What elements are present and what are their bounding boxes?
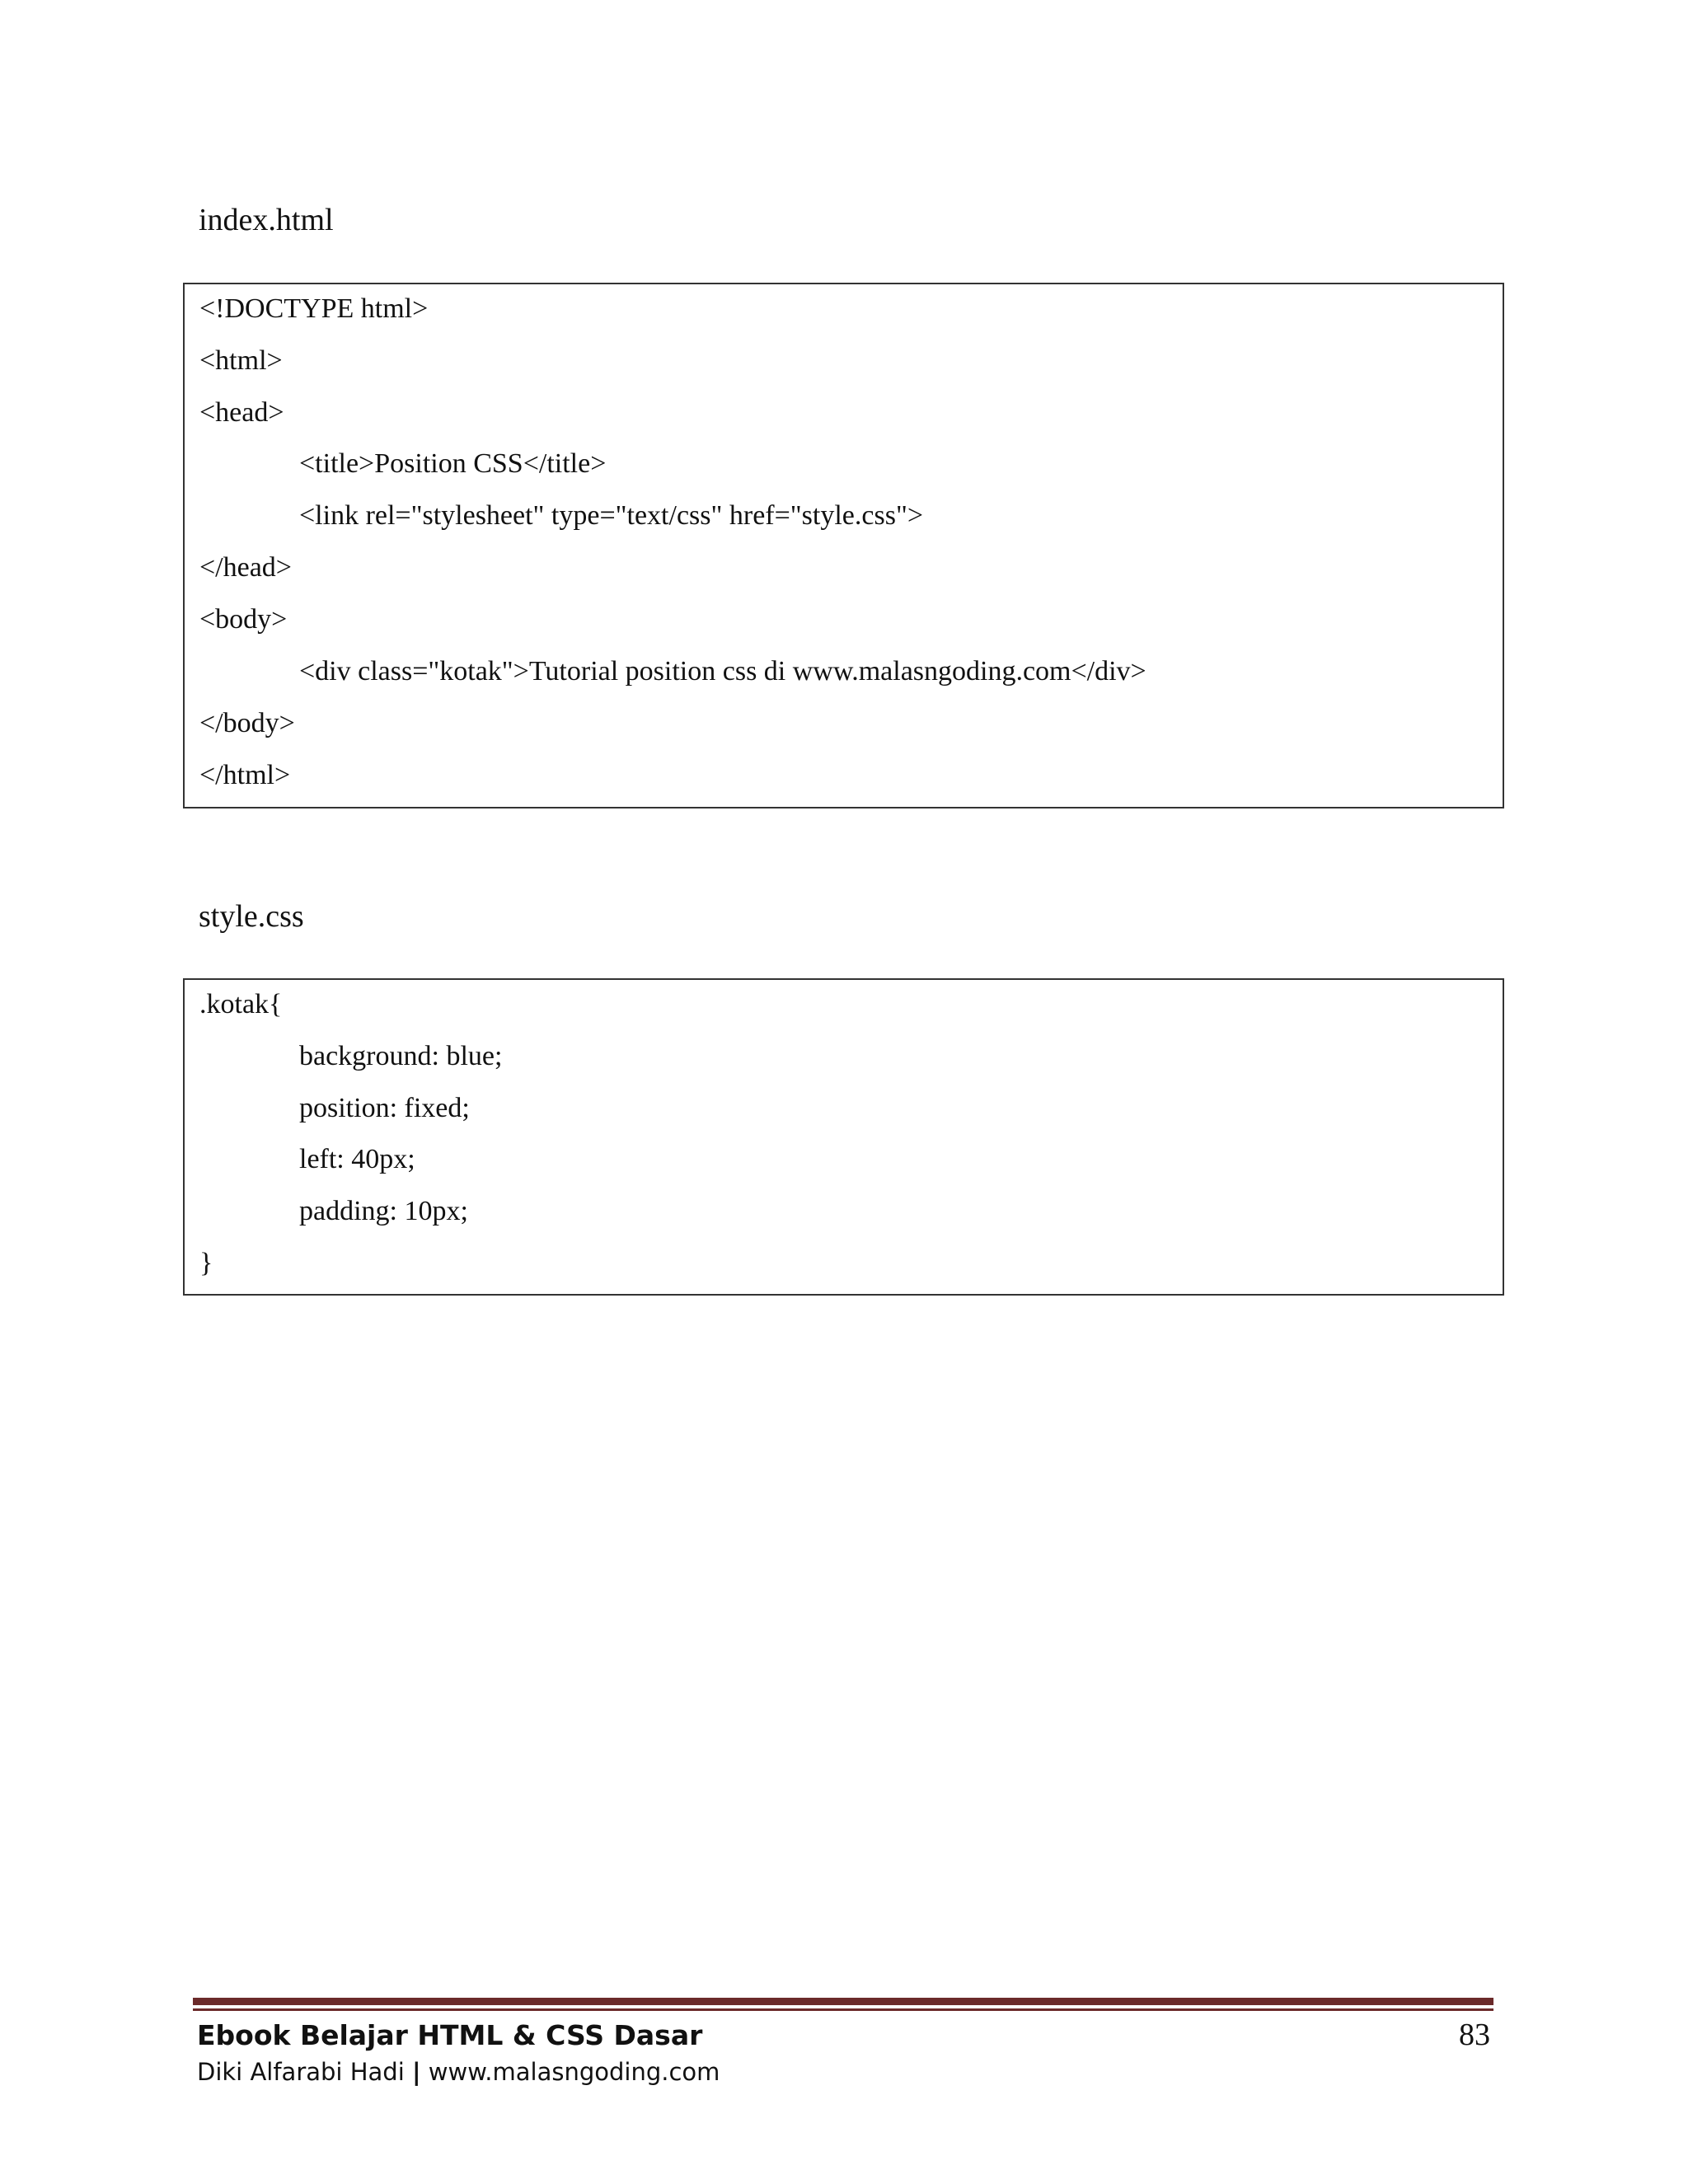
page-number: 83 (1459, 2018, 1490, 2052)
code-line: padding: 10px; (299, 1196, 468, 1226)
code-line: <head> (199, 397, 284, 428)
filename-label-index-html: index.html (199, 203, 334, 237)
footer-author: Diki Alfarabi Hadi (197, 2058, 405, 2086)
code-line: <body> (199, 604, 288, 635)
code-line: </body> (199, 708, 295, 738)
code-line: <div class="kotak">Tutorial position css di www.malasngoding.com</div> (299, 656, 1146, 687)
code-line: left: 40px; (299, 1144, 415, 1174)
footer-website: www.malasngoding.com (428, 2058, 720, 2086)
code-line: <html> (199, 345, 283, 376)
code-block-style-css (183, 978, 1504, 1296)
footer-book-title: Ebook Belajar HTML & CSS Dasar (197, 2019, 703, 2051)
code-line: <!DOCTYPE html> (199, 293, 429, 324)
footer-author-line (197, 2058, 720, 2087)
code-block-index-html (183, 283, 1504, 808)
code-line: <link rel="stylesheet" type="text/css" href="style.css"> (299, 500, 923, 531)
footer-rule (193, 1998, 1493, 2005)
code-line: </head> (199, 552, 292, 583)
footer-rule-thin (193, 2008, 1493, 2011)
code-line: <title>Position CSS</title> (299, 448, 607, 479)
code-line: } (199, 1248, 213, 1278)
code-line: background: blue; (299, 1041, 503, 1071)
code-line: position: fixed; (299, 1093, 470, 1123)
code-line: </html> (199, 760, 291, 790)
footer-separator: | (411, 2058, 421, 2086)
code-line: .kotak{ (199, 989, 283, 1019)
filename-label-style-css: style.css (199, 899, 304, 934)
